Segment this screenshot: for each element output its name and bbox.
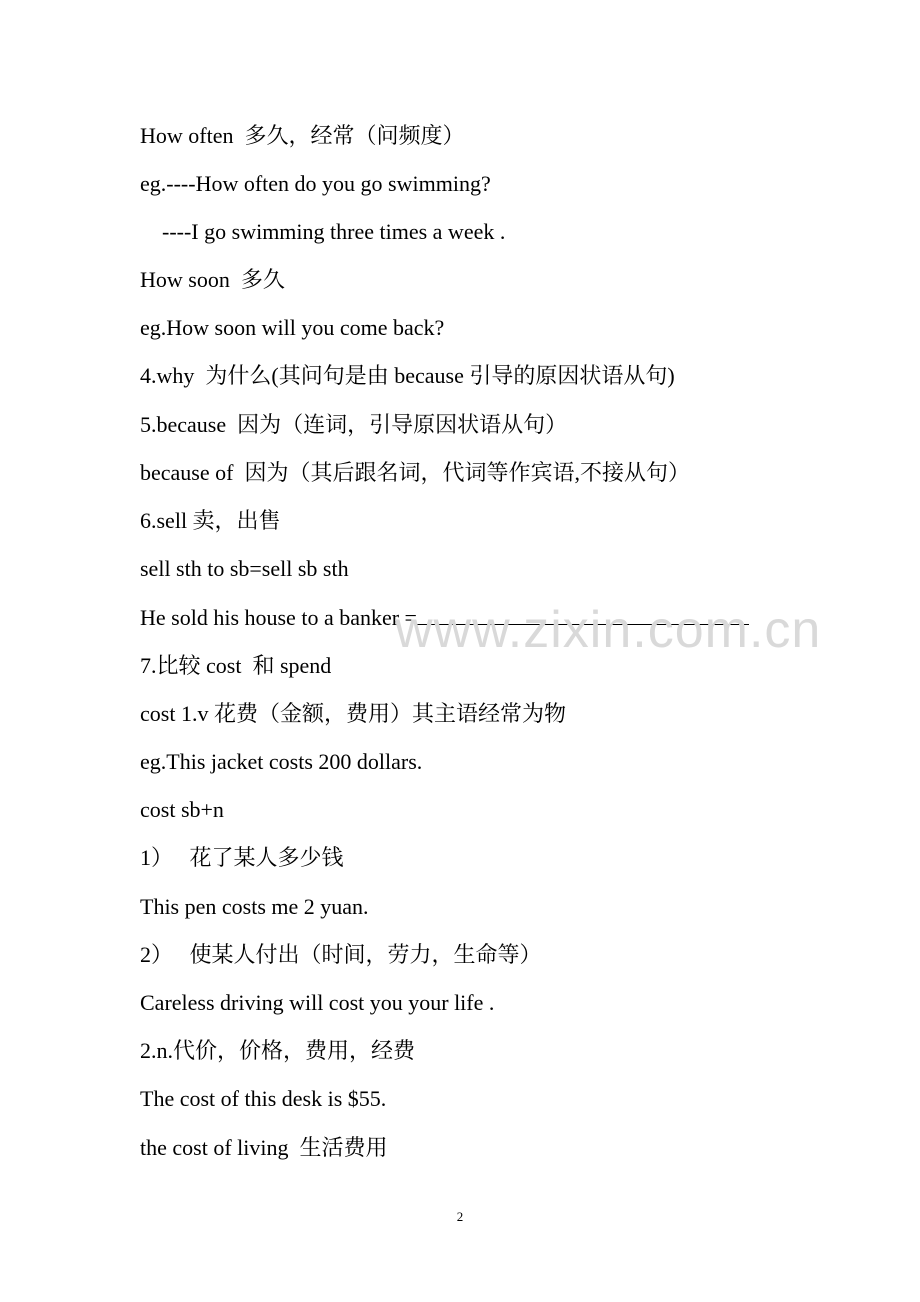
page-number: 2 bbox=[456, 1209, 464, 1224]
text-line-cost-noun-example: The cost of this desk is $55. bbox=[140, 1086, 387, 1111]
text-line-how-soon-example: eg.How soon will you come back? bbox=[140, 315, 445, 340]
text-line-meaning-2-example: Careless driving will cost you your life . bbox=[140, 990, 495, 1015]
text-line-because-of: because of 因为（其后跟名词，代词等作宾语,不接从句） bbox=[140, 460, 690, 485]
text-line-meaning-1-example: This pen costs me 2 yuan. bbox=[140, 894, 369, 919]
text-line-meaning-1: 1） 花了某人多少钱 bbox=[140, 845, 344, 870]
text-line-cost-example: eg.This jacket costs 200 dollars. bbox=[140, 749, 423, 774]
text-line-compare-cost-spend: 7.比较 cost 和 spend bbox=[140, 653, 332, 678]
text-line-cost-of-living: the cost of living 生活费用 bbox=[140, 1135, 388, 1160]
text-line-cost-verb: cost 1.v 花费（金额，费用）其主语经常为物 bbox=[140, 701, 566, 726]
watermark: www.zixin.com.cn bbox=[395, 601, 822, 659]
text-line-how-often: How often 多久，经常（问频度） bbox=[140, 123, 465, 148]
text-line-sell-pattern: sell sth to sb=sell sb sth bbox=[140, 556, 349, 581]
text-line-meaning-2: 2） 使某人付出（时间，劳力，生命等） bbox=[140, 942, 542, 967]
text-line-sell: 6.sell 卖，出售 bbox=[140, 508, 281, 533]
text-line-example-question: eg.----How often do you go swimming? bbox=[140, 171, 491, 196]
text-line-example-answer: ----I go swimming three times a week . bbox=[140, 219, 506, 244]
text-line-why: 4.why 为什么(其问句是由 because 引导的原因状语从句) bbox=[140, 363, 675, 388]
text-line-cost-pattern: cost sb+n bbox=[140, 797, 224, 822]
text-line-how-soon: How soon 多久 bbox=[140, 267, 285, 292]
fill-blank-prompt: He sold his house to a banker = bbox=[140, 605, 417, 630]
text-line-cost-noun: 2.n.代价，价格，费用，经费 bbox=[140, 1038, 416, 1063]
text-line-because: 5.because 因为（连词，引导原因状语从句） bbox=[140, 412, 568, 437]
